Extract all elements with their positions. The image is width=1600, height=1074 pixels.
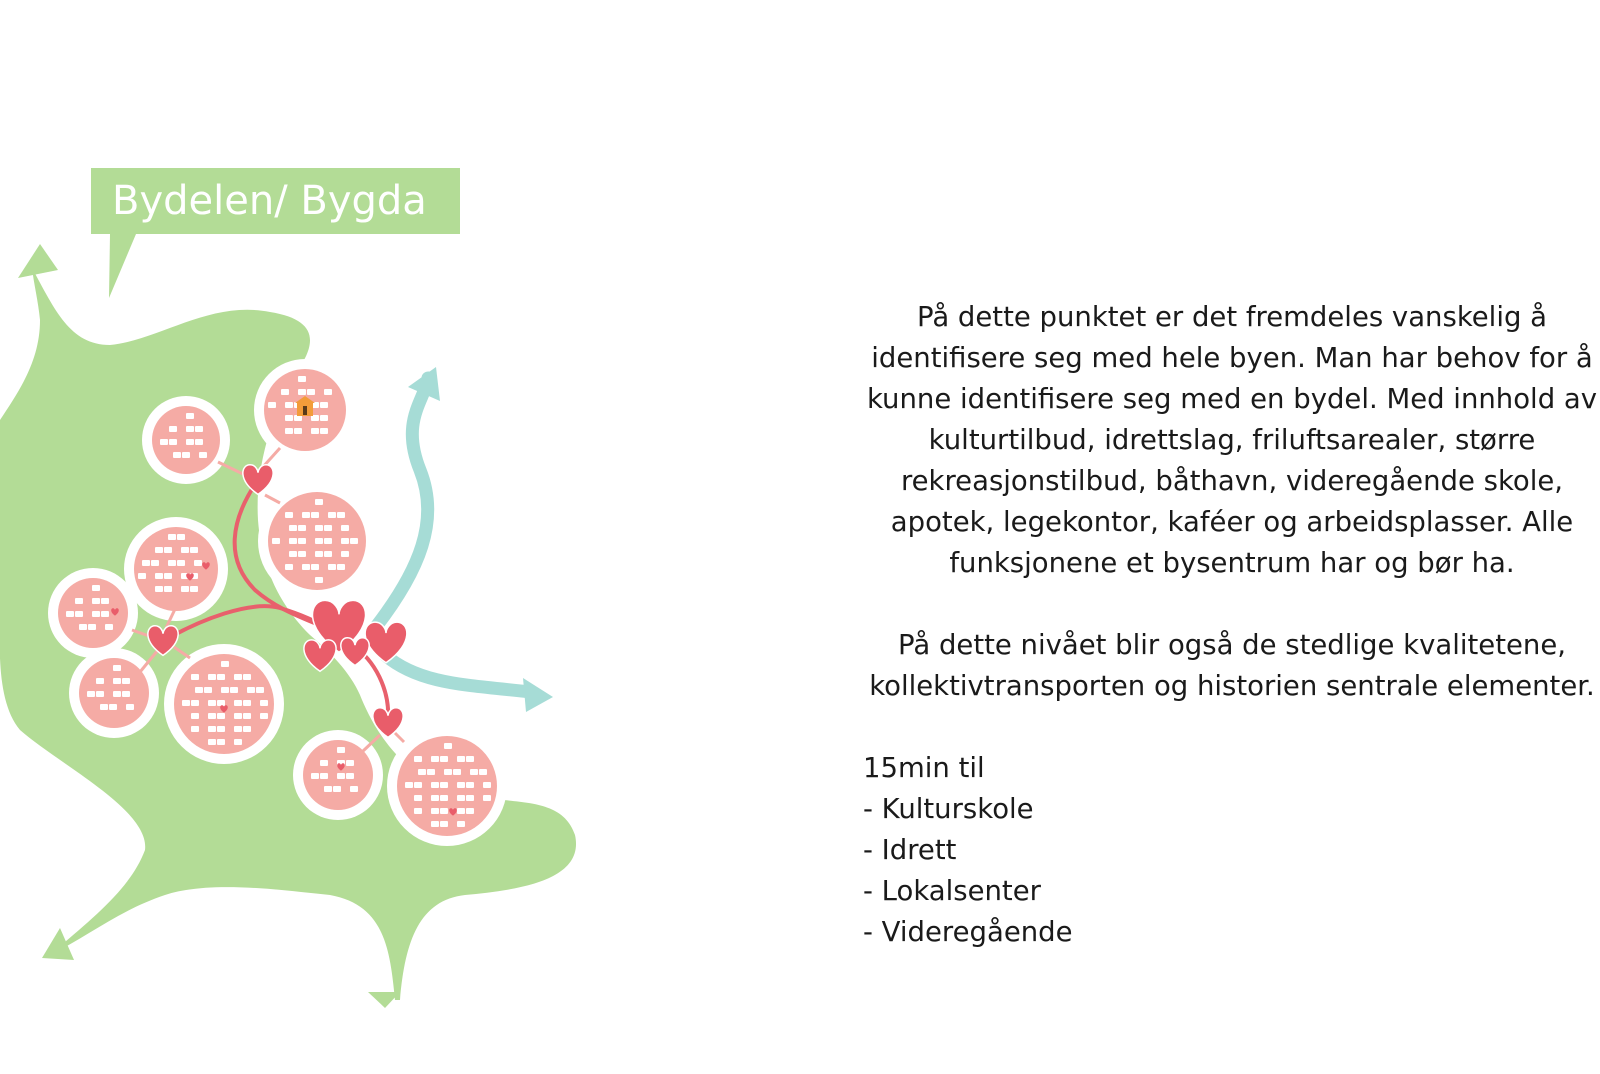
house-icon	[431, 756, 439, 762]
house-icon	[289, 551, 297, 557]
house-icon	[324, 786, 332, 792]
house-icon	[122, 691, 130, 697]
house-icon	[173, 452, 181, 458]
heart-icon	[341, 638, 369, 666]
house-icon	[177, 560, 185, 566]
house-icon	[311, 512, 319, 518]
house-icon	[113, 678, 121, 684]
house-icon	[168, 534, 176, 540]
house-icon	[190, 586, 198, 592]
house-icon	[311, 773, 319, 779]
list-item: - Lokalsenter	[863, 875, 1041, 907]
house-icon	[337, 747, 345, 753]
house-icon	[105, 624, 113, 630]
house-icon	[431, 821, 439, 827]
house-icon	[414, 808, 422, 814]
house-icon	[414, 782, 422, 788]
arrow-icon	[523, 678, 553, 712]
description-paragraph-1: På dette punktet er det fremdeles vanskelig å identifisere seg med hele byen. Man har behov for å kunne identifisere seg med en bydel. Med innhold av kulturtilbud, idrettslag, friluftsarealer, større rekreasjonstilbud, båthavn, videregående skole, apotek, legekontor, kaféer og arbeidsplasser. Alle funksjonene et bysentrum har og bør ha.	[866, 301, 1598, 579]
list-heading: 15min til	[863, 752, 985, 784]
teal-arrow-right	[385, 655, 530, 692]
house-icon	[444, 743, 452, 749]
house-icon	[315, 551, 323, 557]
house-icon	[191, 713, 199, 719]
house-icon	[337, 773, 345, 779]
house-icon	[101, 611, 109, 617]
house-icon	[337, 512, 345, 518]
house-icon	[302, 512, 310, 518]
house-icon	[431, 782, 439, 788]
house-icon	[315, 525, 323, 531]
house-icon	[440, 782, 448, 788]
description-panel	[858, 297, 1600, 953]
list-item: - Kulturskole	[863, 793, 1034, 825]
house-icon	[315, 538, 323, 544]
house-icon	[182, 452, 190, 458]
house-icon	[168, 560, 176, 566]
house-icon	[337, 564, 345, 570]
house-icon	[341, 538, 349, 544]
house-icon	[181, 547, 189, 553]
house-icon	[208, 726, 216, 732]
house-icon	[155, 547, 163, 553]
house-icon	[122, 678, 130, 684]
house-icon	[79, 624, 87, 630]
house-icon	[457, 782, 465, 788]
house-icon	[466, 795, 474, 801]
arrow-icon	[18, 244, 58, 278]
house-icon	[191, 674, 199, 680]
house-icon	[470, 769, 478, 775]
house-icon	[234, 700, 242, 706]
house-icon	[466, 782, 474, 788]
house-icon	[92, 598, 100, 604]
house-icon	[483, 795, 491, 801]
house-icon	[298, 551, 306, 557]
house-icon	[260, 713, 268, 719]
house-icon	[315, 577, 323, 583]
house-icon	[160, 439, 168, 445]
house-icon	[195, 687, 203, 693]
list-item: - Videregående	[863, 916, 1073, 948]
house-icon	[217, 674, 225, 680]
house-icon	[298, 525, 306, 531]
house-icon	[414, 795, 422, 801]
house-icon	[298, 538, 306, 544]
house-icon	[444, 769, 452, 775]
house-icon	[195, 439, 203, 445]
house-icon	[191, 700, 199, 706]
house-icon	[285, 512, 293, 518]
house-icon	[479, 769, 487, 775]
house-icon	[298, 376, 306, 382]
house-icon	[164, 586, 172, 592]
house-icon	[346, 760, 354, 766]
house-icon	[88, 624, 96, 630]
house-icon	[298, 389, 306, 395]
house-icon	[466, 756, 474, 762]
list-item: - Idrett	[863, 834, 957, 866]
house-icon	[208, 700, 216, 706]
house-icon	[247, 687, 255, 693]
house-icon	[75, 598, 83, 604]
heart-icon	[365, 622, 407, 663]
house-icon	[96, 678, 104, 684]
house-icon	[186, 413, 194, 419]
bydel-diagram	[0, 0, 600, 1074]
house-icon	[457, 756, 465, 762]
house-icon	[289, 538, 297, 544]
house-icon	[268, 402, 276, 408]
house-icon	[414, 756, 422, 762]
house-icon	[164, 573, 172, 579]
house-icon	[113, 665, 121, 671]
house-icon	[195, 426, 203, 432]
house-icon	[260, 700, 268, 706]
house-icon	[453, 769, 461, 775]
house-icon	[169, 426, 177, 432]
house-icon	[272, 538, 280, 544]
house-icon	[341, 525, 349, 531]
house-icon	[440, 795, 448, 801]
house-icon	[324, 551, 332, 557]
house-icon	[320, 415, 328, 421]
house-icon	[194, 560, 202, 566]
house-icon	[350, 786, 358, 792]
house-icon	[208, 713, 216, 719]
house-icon	[138, 573, 146, 579]
house-icon	[281, 389, 289, 395]
house-icon	[181, 586, 189, 592]
house-icon	[307, 389, 315, 395]
house-icon	[457, 795, 465, 801]
house-icon	[96, 691, 104, 697]
house-icon	[431, 795, 439, 801]
house-icon	[427, 769, 435, 775]
house-icon	[328, 564, 336, 570]
house-icon	[217, 700, 225, 706]
house-icon	[289, 525, 297, 531]
house-icon	[440, 808, 448, 814]
house-icon	[234, 713, 242, 719]
house-icon	[101, 598, 109, 604]
house-icon	[243, 700, 251, 706]
house-icon	[285, 402, 293, 408]
house-icon	[346, 773, 354, 779]
house-icon	[320, 760, 328, 766]
house-icon	[217, 726, 225, 732]
house-icon	[320, 402, 328, 408]
house-icon	[87, 691, 95, 697]
house-icon	[221, 661, 229, 667]
house-icon	[311, 564, 319, 570]
house-icon	[350, 538, 358, 544]
teal-arrow-up	[375, 378, 428, 628]
house-icon	[302, 564, 310, 570]
house-icon	[204, 687, 212, 693]
house-icon	[208, 739, 216, 745]
house-icon	[440, 756, 448, 762]
house-icon	[155, 573, 163, 579]
house-icon	[320, 428, 328, 434]
house-icon	[190, 547, 198, 553]
house-icon	[243, 674, 251, 680]
house-icon	[243, 713, 251, 719]
house-icon	[285, 415, 293, 421]
house-icon	[169, 439, 177, 445]
house-icon	[151, 560, 159, 566]
house-icon	[126, 704, 134, 710]
house-icon	[217, 739, 225, 745]
house-icon	[311, 428, 319, 434]
house-icon	[199, 452, 207, 458]
house-icon	[333, 786, 341, 792]
house-icon	[177, 534, 185, 540]
house-icon	[440, 821, 448, 827]
house-icon	[234, 726, 242, 732]
title-label: Bydelen/ Bygda	[112, 178, 427, 224]
house-icon	[418, 769, 426, 775]
house-icon	[431, 808, 439, 814]
house-icon	[221, 687, 229, 693]
house-icon	[66, 611, 74, 617]
house-icon	[285, 428, 293, 434]
house-icon	[315, 499, 323, 505]
house-icon	[92, 585, 100, 591]
house-icon	[285, 564, 293, 570]
house-icon	[324, 389, 332, 395]
house-icon	[341, 551, 349, 557]
house-icon	[483, 782, 491, 788]
house-icon	[182, 700, 190, 706]
title-bubble-tail	[109, 234, 136, 298]
house-icon	[191, 726, 199, 732]
house-icon	[234, 674, 242, 680]
house-icon	[217, 713, 225, 719]
house-icon	[324, 525, 332, 531]
house-icon	[234, 739, 242, 745]
house-icon	[142, 560, 150, 566]
connector-line	[395, 733, 404, 742]
house-icon	[294, 428, 302, 434]
house-icon	[457, 808, 465, 814]
house-icon	[230, 687, 238, 693]
house-icon	[155, 586, 163, 592]
house-icon	[109, 704, 117, 710]
house-icon	[113, 691, 121, 697]
house-icon	[208, 674, 216, 680]
house-icon	[328, 512, 336, 518]
house-icon	[75, 611, 83, 617]
house-icon	[243, 726, 251, 732]
house-icon	[164, 547, 172, 553]
house-icon	[457, 821, 465, 827]
house-icon	[186, 426, 194, 432]
distance-list	[863, 748, 1600, 953]
house-icon	[466, 808, 474, 814]
house-icon	[320, 773, 328, 779]
house-icon	[405, 782, 413, 788]
house-icon	[92, 611, 100, 617]
house-icon	[100, 704, 108, 710]
house-icon	[186, 439, 194, 445]
house-icon	[256, 687, 264, 693]
description-paragraph-2: På dette nivået blir også de stedlige kvalitetene, kollektivtransporten og historien sentrale elementer.	[869, 629, 1595, 702]
house-icon	[324, 538, 332, 544]
